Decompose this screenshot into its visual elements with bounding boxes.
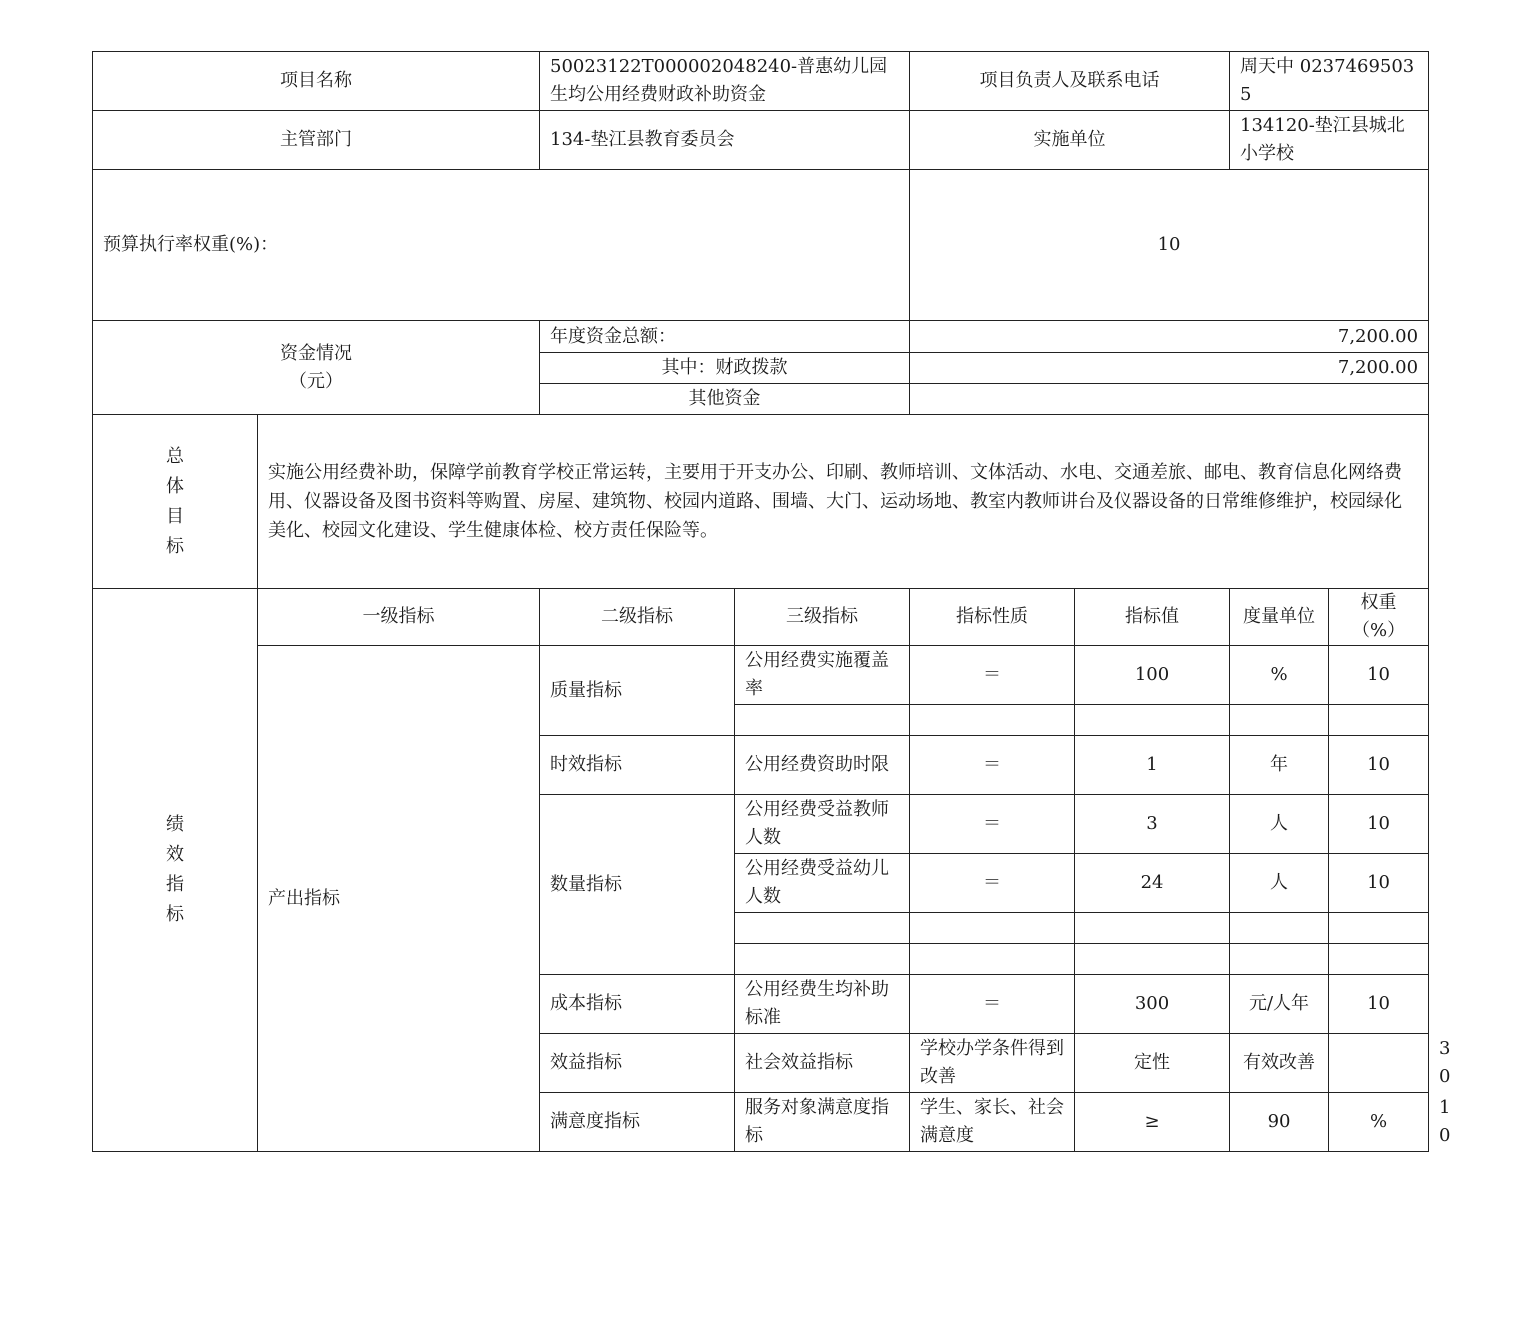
header-value: 指标值: [1075, 589, 1230, 646]
weight-cell: 10: [1329, 646, 1429, 705]
dept-value: 134-垫江县教育委员会: [540, 111, 910, 170]
unit-cell: 年: [1230, 736, 1329, 795]
level3-cell: [735, 705, 910, 736]
goal-label-char: 目: [166, 505, 184, 527]
header-weight: 权重（%）: [1329, 589, 1429, 646]
level3-cell: 学校办学条件得到改善: [910, 1034, 1075, 1093]
level3-cell: 学生、家长、社会满意度: [910, 1093, 1075, 1152]
funds-fiscal-label: 其中：财政拨款: [540, 353, 910, 384]
goal-label-char: 总: [166, 445, 184, 467]
value-cell: 90: [1230, 1093, 1329, 1152]
table-row: [93, 646, 1429, 705]
dept-label: 主管部门: [93, 111, 540, 170]
value-cell: [1075, 944, 1230, 975]
goal-label-char: 体: [166, 475, 184, 497]
nature-cell: [910, 944, 1075, 975]
indicators-label: [93, 589, 258, 1152]
header-nature: 指标性质: [910, 589, 1075, 646]
goal-label: [93, 415, 258, 589]
owner-label: 项目负责人及联系电话: [910, 52, 1230, 111]
level3-cell: 公用经费资助时限: [735, 736, 910, 795]
level1-satisfaction: 满意度指标: [540, 1093, 735, 1152]
unit-cell: 人: [1230, 854, 1329, 913]
weight-cell: 10: [1329, 795, 1429, 854]
weight-cell: [1329, 944, 1429, 975]
budget-weight-value: 10: [910, 170, 1429, 321]
level3-cell: [735, 944, 910, 975]
project-name-label: 项目名称: [93, 52, 540, 111]
value-cell: 有效改善: [1230, 1034, 1329, 1093]
owner-value: 周天中 02374695035: [1230, 52, 1429, 111]
level3-cell: [735, 913, 910, 944]
funds-other-label: 其他资金: [540, 384, 910, 415]
budget-weight-label: 预算执行率权重(%)：: [93, 170, 910, 321]
weight-cell: [1329, 705, 1429, 736]
indicators-label-char: 效: [166, 844, 184, 865]
unit-cell: 人: [1230, 795, 1329, 854]
nature-cell: ＝: [910, 975, 1075, 1034]
level3-cell: 公用经费实施覆盖率: [735, 646, 910, 705]
funds-total-value: 7,200.00: [910, 321, 1429, 353]
table-row: 效益指标 社会效益指标 学校办学条件得到改善 定性 有效改善 30: [93, 1034, 1429, 1093]
impl-label: 实施单位: [910, 111, 1230, 170]
weight-cell: [1329, 913, 1429, 944]
level2-timeliness: 时效指标: [540, 736, 735, 795]
header-unit: 度量单位: [1230, 589, 1329, 646]
nature-cell: 定性: [1075, 1034, 1230, 1093]
level3-cell: 公用经费生均补助标准: [735, 975, 910, 1034]
header-level2: 二级指标: [540, 589, 735, 646]
funds-label: [93, 321, 540, 415]
goal-text: 实施公用经费补助，保障学前教育学校正常运转，主要用于开支办公、印刷、教师培训、文体活动、水电、交通差旅、邮电、教育信息化网络费用、仪器设备及图书资料等购置、房屋、建筑物、校园内道路、围墙、大门、运动场地、教室内教师讲台及仪器设备的日常维修维护，校园绿化美化、校园文化建设、学生健康体检、校方责任保险等。: [258, 415, 1429, 589]
nature-cell: ＝: [910, 736, 1075, 795]
project-name-value: 50023122T000002048240-普惠幼儿园生均公用经费财政补助资金: [540, 52, 910, 111]
value-cell: 24: [1075, 854, 1230, 913]
nature-cell: [910, 913, 1075, 944]
level1-output: 产出指标: [258, 646, 540, 1152]
header-level1: 一级指标: [258, 589, 540, 646]
weight-cell: 10: [1329, 854, 1429, 913]
funds-label-line1: 资金情况: [280, 342, 352, 364]
unit-cell: 元/人年: [1230, 975, 1329, 1034]
nature-cell: [910, 705, 1075, 736]
table-row: 满意度指标 服务对象满意度指标 学生、家长、社会满意度 ≥ 90 % 10: [93, 1093, 1429, 1152]
nature-cell: ＝: [910, 795, 1075, 854]
funds-label-line2: （元）: [289, 370, 343, 392]
level2-social: 社会效益指标: [735, 1034, 910, 1093]
nature-cell: ＝: [910, 646, 1075, 705]
goal-label-char: 标: [166, 535, 184, 557]
level2-quantity: 数量指标: [540, 795, 735, 975]
unit-cell: [1230, 705, 1329, 736]
impl-value: 134120-垫江县城北小学校: [1230, 111, 1429, 170]
value-cell: 300: [1075, 975, 1230, 1034]
weight-cell: 10: [1329, 736, 1429, 795]
unit-cell: %: [1230, 646, 1329, 705]
value-cell: [1075, 705, 1230, 736]
nature-cell: ＝: [910, 854, 1075, 913]
funds-total-label: 年度资金总额：: [540, 321, 910, 353]
value-cell: 3: [1075, 795, 1230, 854]
level2-quality: 质量指标: [540, 646, 735, 736]
value-cell: 1: [1075, 736, 1230, 795]
indicators-label-char: 标: [166, 904, 184, 925]
level3-cell: 公用经费受益幼儿人数: [735, 854, 910, 913]
level2-service: 服务对象满意度指标: [735, 1093, 910, 1152]
unit-cell: [1329, 1034, 1429, 1093]
performance-target-table: [92, 51, 1451, 1152]
level1-benefit: 效益指标: [540, 1034, 735, 1093]
level3-cell: 公用经费受益教师人数: [735, 795, 910, 854]
indicators-label-char: 指: [166, 874, 184, 895]
funds-fiscal-value: 7,200.00: [910, 353, 1429, 384]
weight-cell: 10: [1329, 975, 1429, 1034]
level2-cost: 成本指标: [540, 975, 735, 1034]
value-cell: 100: [1075, 646, 1230, 705]
unit-cell: %: [1329, 1093, 1429, 1152]
nature-cell: ≥: [1075, 1093, 1230, 1152]
indicators-label-char: 绩: [166, 814, 184, 835]
funds-other-value: [910, 384, 1429, 415]
header-level3: 三级指标: [735, 589, 910, 646]
value-cell: [1075, 913, 1230, 944]
unit-cell: [1230, 913, 1329, 944]
unit-cell: [1230, 944, 1329, 975]
